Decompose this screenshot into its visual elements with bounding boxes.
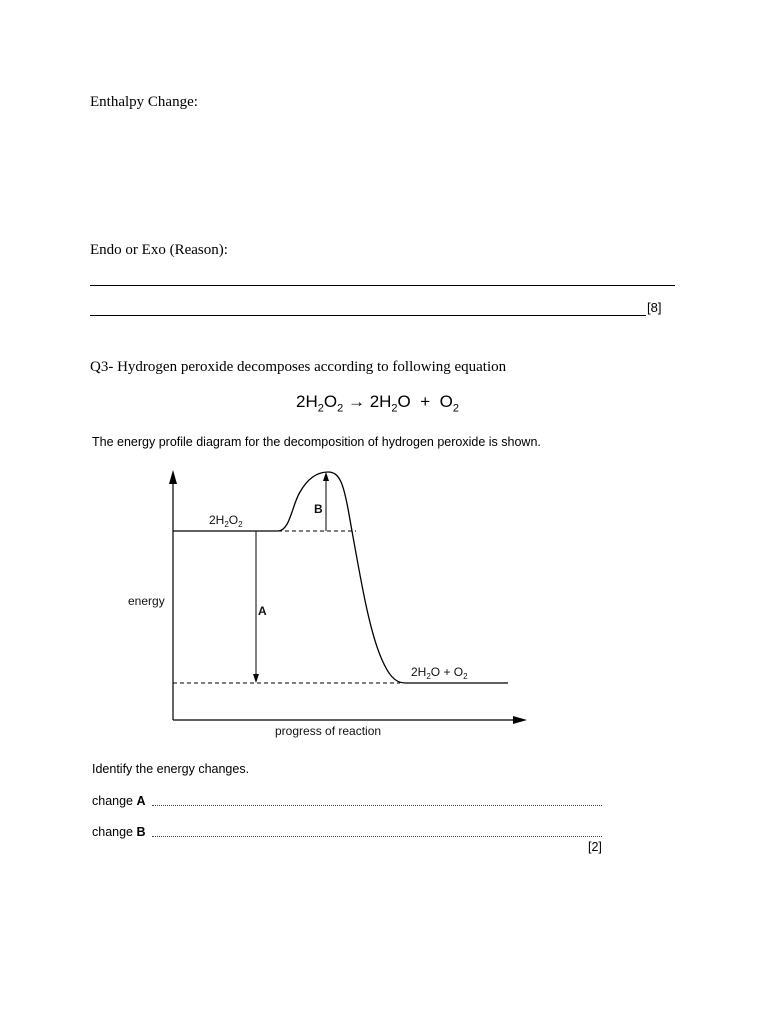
marks-8: [8] xyxy=(647,300,662,315)
decomposition-equation: $2H_2O_2 \to 2H_2O + O_2$ xyxy=(296,392,459,415)
enthalpy-change-label: Enthalpy Change: xyxy=(90,94,198,110)
change-a-label: change A xyxy=(92,794,146,808)
arrow-b-head-icon xyxy=(323,472,329,481)
product-label: $2H_2O + O_2$ xyxy=(411,665,468,681)
reactant-label: $2H_2O_2$ xyxy=(209,513,243,529)
arrow-a-head-icon xyxy=(253,674,259,683)
identify-instruction: Identify the energy changes. xyxy=(92,762,250,776)
change-a-answer-line[interactable] xyxy=(152,805,602,806)
marks-2: [2] xyxy=(588,840,602,854)
arrow-icon: → xyxy=(347,392,365,411)
y-axis-arrow-icon xyxy=(169,470,177,484)
q3-heading: Q3- Hydrogen peroxide decomposes according to following equation xyxy=(90,359,507,375)
x-axis-arrow-icon xyxy=(513,716,527,724)
label-b: B xyxy=(314,502,323,516)
diagram-intro: The energy profile diagram for the decomposition of hydrogen peroxide is shown. xyxy=(92,435,541,449)
change-b-label: change B xyxy=(92,825,146,839)
change-b-answer-line[interactable] xyxy=(152,836,602,837)
y-axis-label: energy xyxy=(128,594,165,608)
x-axis-label: progress of reaction xyxy=(275,724,382,738)
endo-exo-label: Endo or Exo (Reason): xyxy=(90,242,228,258)
reaction-curve xyxy=(278,472,508,683)
label-a: A xyxy=(258,604,267,618)
